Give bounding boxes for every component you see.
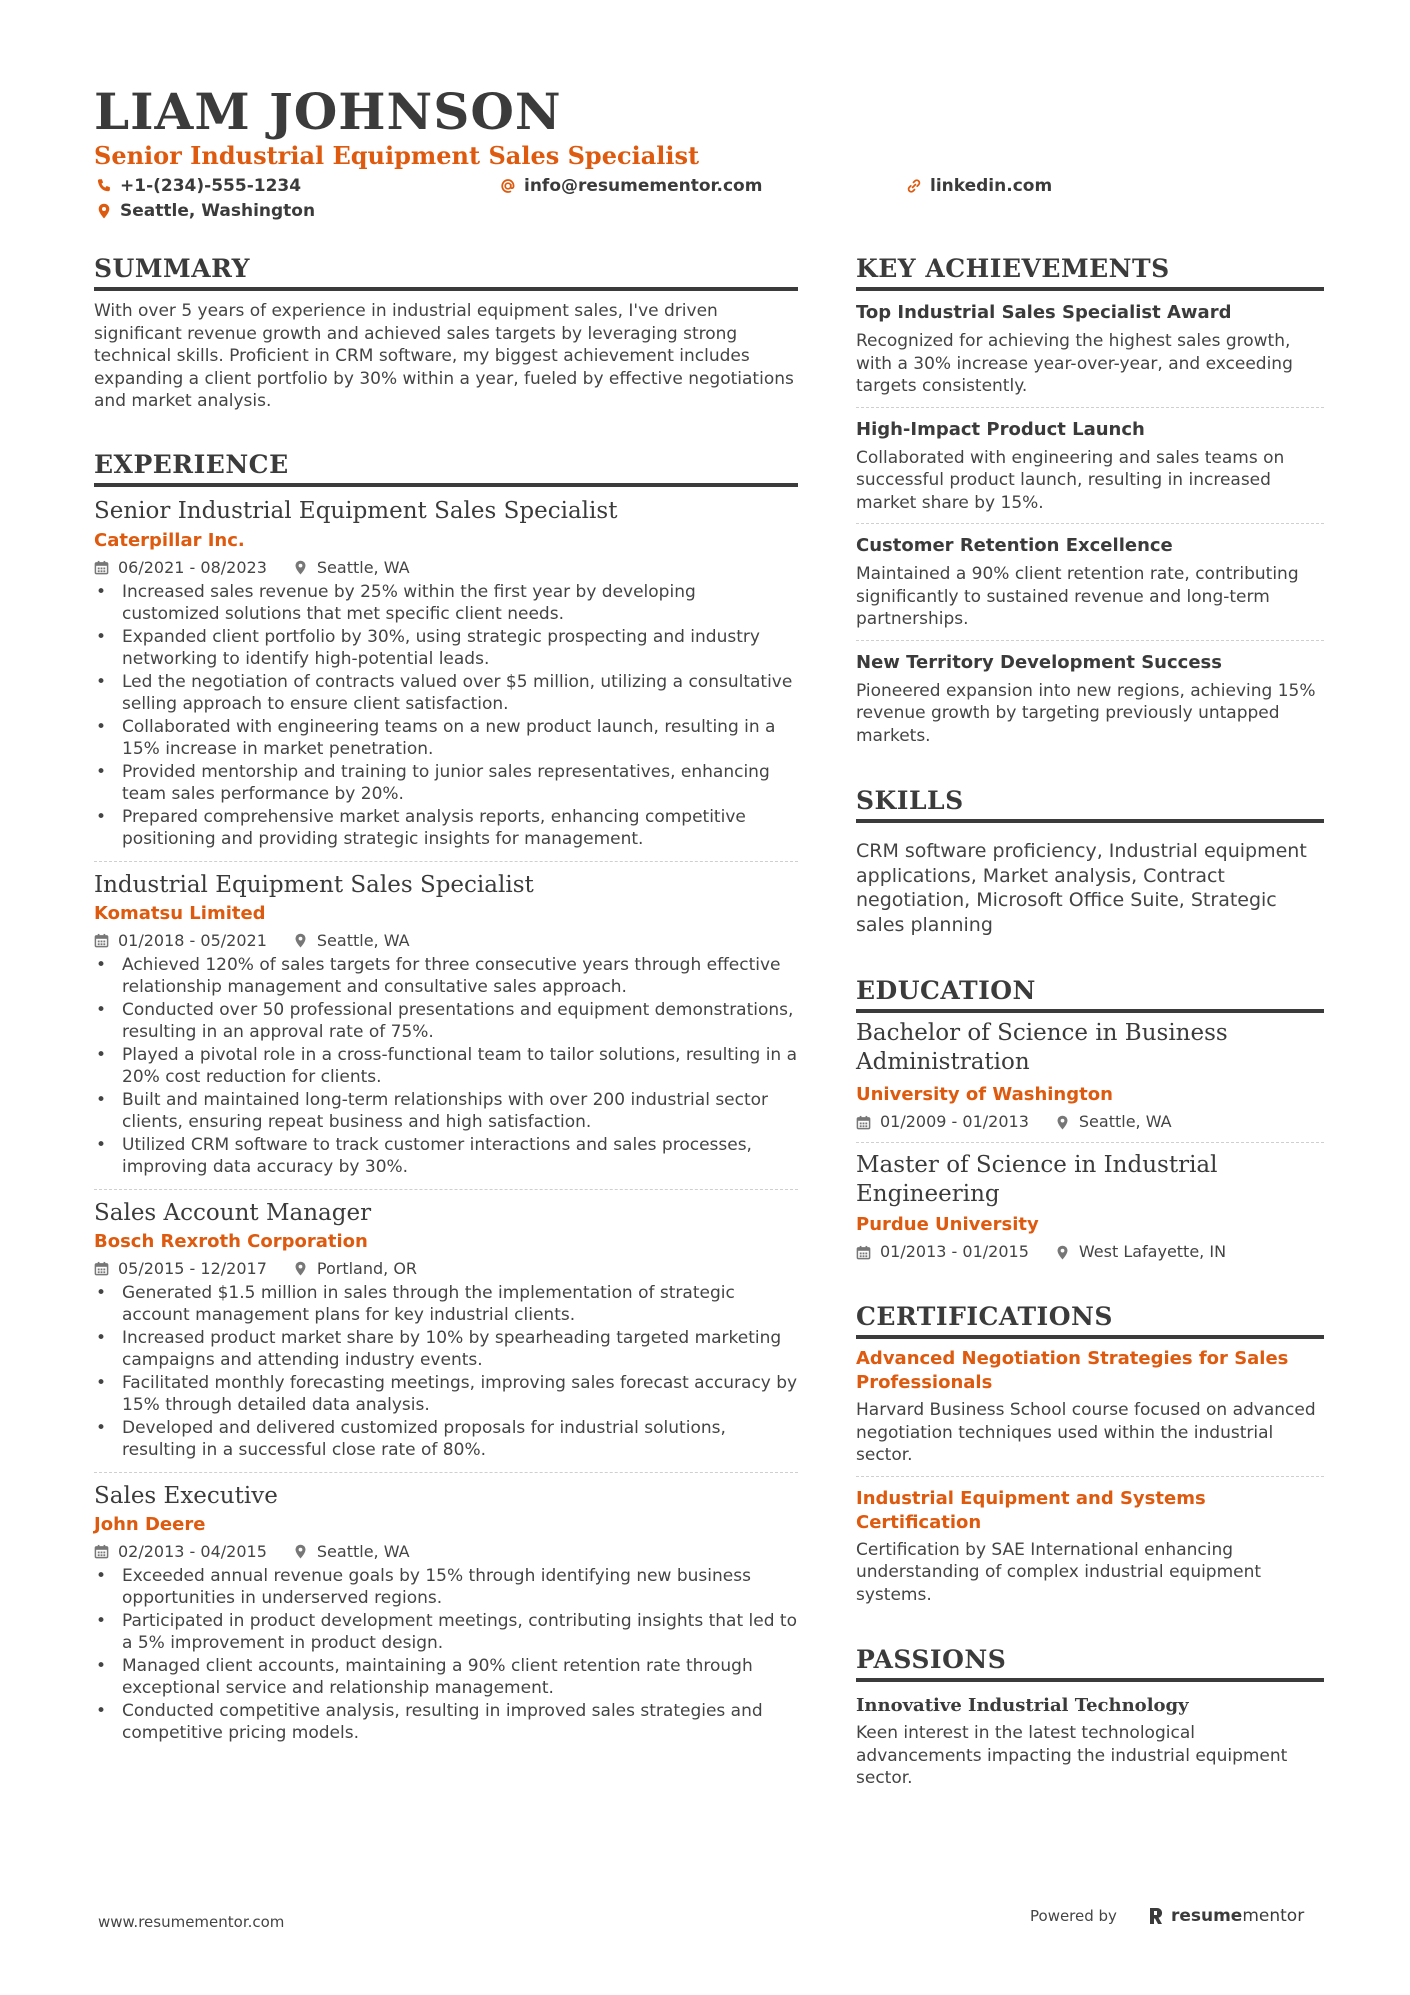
job-bullet: • Participated in product development meetings, contributing insights that led to a 5% improvement in product design. [94, 1610, 798, 1655]
company-name: Komatsu Limited [94, 902, 266, 924]
job-meta [94, 1258, 798, 1280]
calendar-icon [856, 1245, 871, 1260]
skills-heading: SKILLS [856, 785, 1324, 823]
job-bullet: • Facilitated monthly forecasting meetings, improving sales forecast accuracy by 15% through detailed data analysis. [94, 1372, 798, 1417]
calendar-icon [94, 1261, 109, 1276]
school-name: Purdue University [856, 1214, 1039, 1235]
achievement-item [856, 651, 1324, 748]
location-pin-icon [96, 203, 112, 219]
candidate-name: LIAM JOHNSON [94, 82, 562, 141]
phone-text: +1-(234)-555-1234 [120, 176, 302, 196]
job-bullets [94, 581, 798, 851]
job-bullet: • Developed and delivered customized proposals for industrial solutions, resulting in a successful close rate of 80%. [94, 1417, 798, 1462]
skills-section [856, 785, 1324, 937]
job-bullet: • Generated $1.5 million in sales through the implementation of strategic account management plans for key industrial clients. [94, 1282, 798, 1327]
skills-text: CRM software proficiency, Industrial equipment applications, Market analysis, Contract negotiation, Microsoft Office Suite, Strategic sales planning [856, 840, 1307, 936]
job-bullet: • Provided mentorship and training to junior sales representatives, enhancing team sales performance by 20%. [94, 761, 798, 806]
company-name: Caterpillar Inc. [94, 529, 245, 551]
job-bullet: • Expanded client portfolio by 30%, using strategic prospecting and industry networking to identify high-potential leads. [94, 626, 798, 671]
phone-contact[interactable] [96, 175, 301, 197]
resumementor-logo-icon [1147, 1906, 1165, 1926]
education-location: West Lafayette, IN [1078, 1242, 1227, 1261]
location-pin-icon [293, 1261, 308, 1276]
linkedin-contact[interactable] [906, 175, 1052, 197]
job-bullet: • Collaborated with engineering teams on a new product launch, resulting in a 15% increase in market penetration. [94, 716, 798, 761]
education-location: Seattle, WA [1078, 1112, 1172, 1131]
achievement-item [856, 418, 1324, 515]
at-sign-icon [500, 178, 516, 194]
certifications-section [856, 1301, 1324, 1606]
location-contact [96, 200, 315, 222]
location-pin-icon [293, 933, 308, 948]
degree-title: Master of Science in Industrial Engineering [856, 1152, 1218, 1207]
footer-website[interactable]: www.resumementor.com [98, 1913, 285, 1931]
job-bullet: • Increased sales revenue by 25% within the first year by developing customized solutions that met specific client needs. [94, 581, 798, 626]
job-bullet: • Prepared comprehensive market analysis reports, enhancing competitive positioning and providing strategic insights for management. [94, 806, 798, 851]
job-bullet: • Played a pivotal role in a cross-functional team to tailor solutions, resulting in a 20% cost reduction for clients. [94, 1044, 798, 1089]
job-bullet: • Led the negotiation of contracts valued over $5 million, utilizing a consultative selling approach to ensure client satisfaction. [94, 671, 798, 716]
achievement-text: Recognized for achieving the highest sales growth, with a 30% increase year-over-year, and exceeding targets consistently. [856, 331, 1293, 396]
job-meta [94, 557, 798, 579]
job-title: Industrial Equipment Sales Specialist [94, 871, 534, 898]
experience-heading: EXPERIENCE [94, 449, 798, 487]
summary-text: With over 5 years of experience in industrial equipment sales, I've driven significant revenue growth and achieved sales targets by leveraging strong technical skills. Proficient in CRM software, my biggest achievement includes expanding a client portfolio by 30% within a year, fueled by effective negotiations and market analysis. [94, 301, 794, 411]
company-name: John Deere [94, 1513, 206, 1535]
divider [856, 407, 1324, 408]
footer-branding [1030, 1906, 1304, 1926]
divider [856, 640, 1324, 641]
job-location: Seattle, WA [316, 930, 410, 950]
location-pin-icon [1055, 1245, 1070, 1260]
divider [94, 1189, 798, 1190]
divider [94, 861, 798, 862]
company-name: Bosch Rexroth Corporation [94, 1230, 368, 1252]
job-bullets [94, 1282, 798, 1462]
job-location: Seattle, WA [316, 557, 410, 577]
education-meta [856, 1241, 1324, 1263]
job-dates: 02/2013 - 04/2015 [118, 1541, 267, 1561]
job-dates: 01/2018 - 05/2021 [118, 930, 267, 950]
experience-section [94, 449, 798, 1745]
passion-item [856, 1694, 1324, 1790]
brand-name-light: mentor [1242, 1906, 1305, 1926]
job-meta [94, 930, 798, 952]
calendar-icon [856, 1115, 871, 1130]
job-location: Seattle, WA [316, 1541, 410, 1561]
achievement-text: Pioneered expansion into new regions, achieving 15% revenue growth by targeting previously untapped markets. [856, 680, 1316, 746]
calendar-icon [94, 1544, 109, 1559]
achievement-title: Customer Retention Excellence [856, 535, 1173, 556]
job-bullet: • Utilized CRM software to track customer interactions and sales processes, improving data accuracy by 30%. [94, 1134, 798, 1179]
divider [856, 1476, 1324, 1477]
job-title: Sales Account Manager [94, 1199, 372, 1226]
brand-name-bold: resume [1170, 1906, 1243, 1926]
job-bullet: • Achieved 120% of sales targets for three consecutive years through effective relationship management and consultative sales approach. [94, 954, 798, 999]
phone-icon [96, 178, 112, 194]
summary-section [94, 253, 798, 413]
certifications-heading: CERTIFICATIONS [856, 1301, 1324, 1339]
job-bullet: • Conducted competitive analysis, resulting in improved sales strategies and competitive pricing models. [94, 1700, 798, 1745]
location-pin-icon [293, 1544, 308, 1559]
job-bullet: • Exceeded annual revenue goals by 15% through identifying new business opportunities in underserved regions. [94, 1565, 798, 1610]
job-bullets [94, 1565, 798, 1745]
experience-entry [94, 1481, 798, 1745]
experience-entry [94, 870, 798, 1179]
passions-section [856, 1644, 1324, 1790]
education-section [856, 975, 1324, 1263]
education-item [856, 1019, 1324, 1133]
brand-logo[interactable] [1147, 1906, 1304, 1926]
job-bullet: • Built and maintained long-term relationships with over 200 industrial sector clients, ensuring repeat business and high satisfaction. [94, 1089, 798, 1134]
job-location: Portland, OR [316, 1258, 418, 1278]
degree-title: Bachelor of Science in Business Administration [856, 1020, 1228, 1075]
summary-heading: SUMMARY [94, 253, 798, 291]
calendar-icon [94, 933, 109, 948]
certification-item [856, 1487, 1324, 1607]
job-title: Sales Executive [94, 1482, 278, 1509]
education-dates: 01/2013 - 01/2015 [880, 1242, 1029, 1261]
education-item [856, 1151, 1324, 1263]
right-column [856, 253, 1324, 1790]
job-title: Senior Industrial Equipment Sales Specialist [94, 497, 618, 524]
achievements-section [856, 253, 1324, 747]
education-meta [856, 1111, 1324, 1133]
email-contact[interactable] [500, 175, 762, 197]
achievement-text: Maintained a 90% client retention rate, contributing significantly to sustained revenue and long-term partnerships. [856, 564, 1299, 629]
achievement-title: New Territory Development Success [856, 651, 1222, 673]
certification-title: Industrial Equipment and Systems Certification [856, 1487, 1206, 1533]
divider [94, 1472, 798, 1473]
job-bullet: • Conducted over 50 professional presentations and equipment demonstrations, resulting in an approval rate of 75%. [94, 999, 798, 1044]
experience-entry [94, 1198, 798, 1462]
left-column [94, 253, 798, 1745]
education-dates: 01/2009 - 01/2013 [880, 1112, 1029, 1131]
calendar-icon [94, 560, 109, 575]
experience-entry [94, 496, 798, 851]
achievement-title: High-Impact Product Launch [856, 418, 1145, 440]
certification-text: Certification by SAE International enhancing understanding of complex industrial equipment systems. [856, 1539, 1262, 1605]
job-bullet: • Managed client accounts, maintaining a 90% client retention rate through exceptional service and relationship management. [94, 1655, 798, 1700]
certification-text: Harvard Business School course focused on advanced negotiation techniques used within the industrial sector. [856, 1400, 1316, 1465]
job-dates: 06/2021 - 08/2023 [118, 557, 267, 577]
link-icon [906, 178, 922, 194]
divider [856, 1142, 1324, 1143]
location-pin-icon [293, 560, 308, 575]
linkedin-text: linkedin.com [930, 176, 1053, 196]
job-dates: 05/2015 - 12/2017 [118, 1258, 267, 1278]
candidate-headline: Senior Industrial Equipment Sales Specialist [94, 141, 700, 170]
certification-item [856, 1347, 1324, 1467]
passion-title: Innovative Industrial Technology [856, 1695, 1189, 1716]
email-text: info@resumementor.com [524, 176, 763, 196]
achievement-item [856, 534, 1324, 631]
achievement-item [856, 301, 1324, 398]
school-name: University of Washington [856, 1084, 1113, 1105]
job-bullet: • Increased product market share by 10% by spearheading targeted marketing campaigns and attending industry events. [94, 1327, 798, 1372]
divider [856, 523, 1324, 524]
passion-text: Keen interest in the latest technological advancements impacting the industrial equipment sector. [856, 1723, 1288, 1788]
passions-heading: PASSIONS [856, 1644, 1324, 1682]
achievements-heading: KEY ACHIEVEMENTS [856, 253, 1324, 291]
location-text: Seattle, Washington [120, 201, 316, 221]
powered-by-text: Powered by [1030, 1907, 1117, 1925]
achievement-title: Top Industrial Sales Specialist Award [856, 302, 1232, 323]
education-heading: EDUCATION [856, 975, 1324, 1013]
location-pin-icon [1055, 1115, 1070, 1130]
job-bullets [94, 954, 798, 1179]
achievement-text: Collaborated with engineering and sales teams on successful product launch, resulting in increased market share by 15%. [856, 447, 1285, 513]
certification-title: Advanced Negotiation Strategies for Sales Professionals [856, 1348, 1289, 1393]
job-meta [94, 1541, 798, 1563]
